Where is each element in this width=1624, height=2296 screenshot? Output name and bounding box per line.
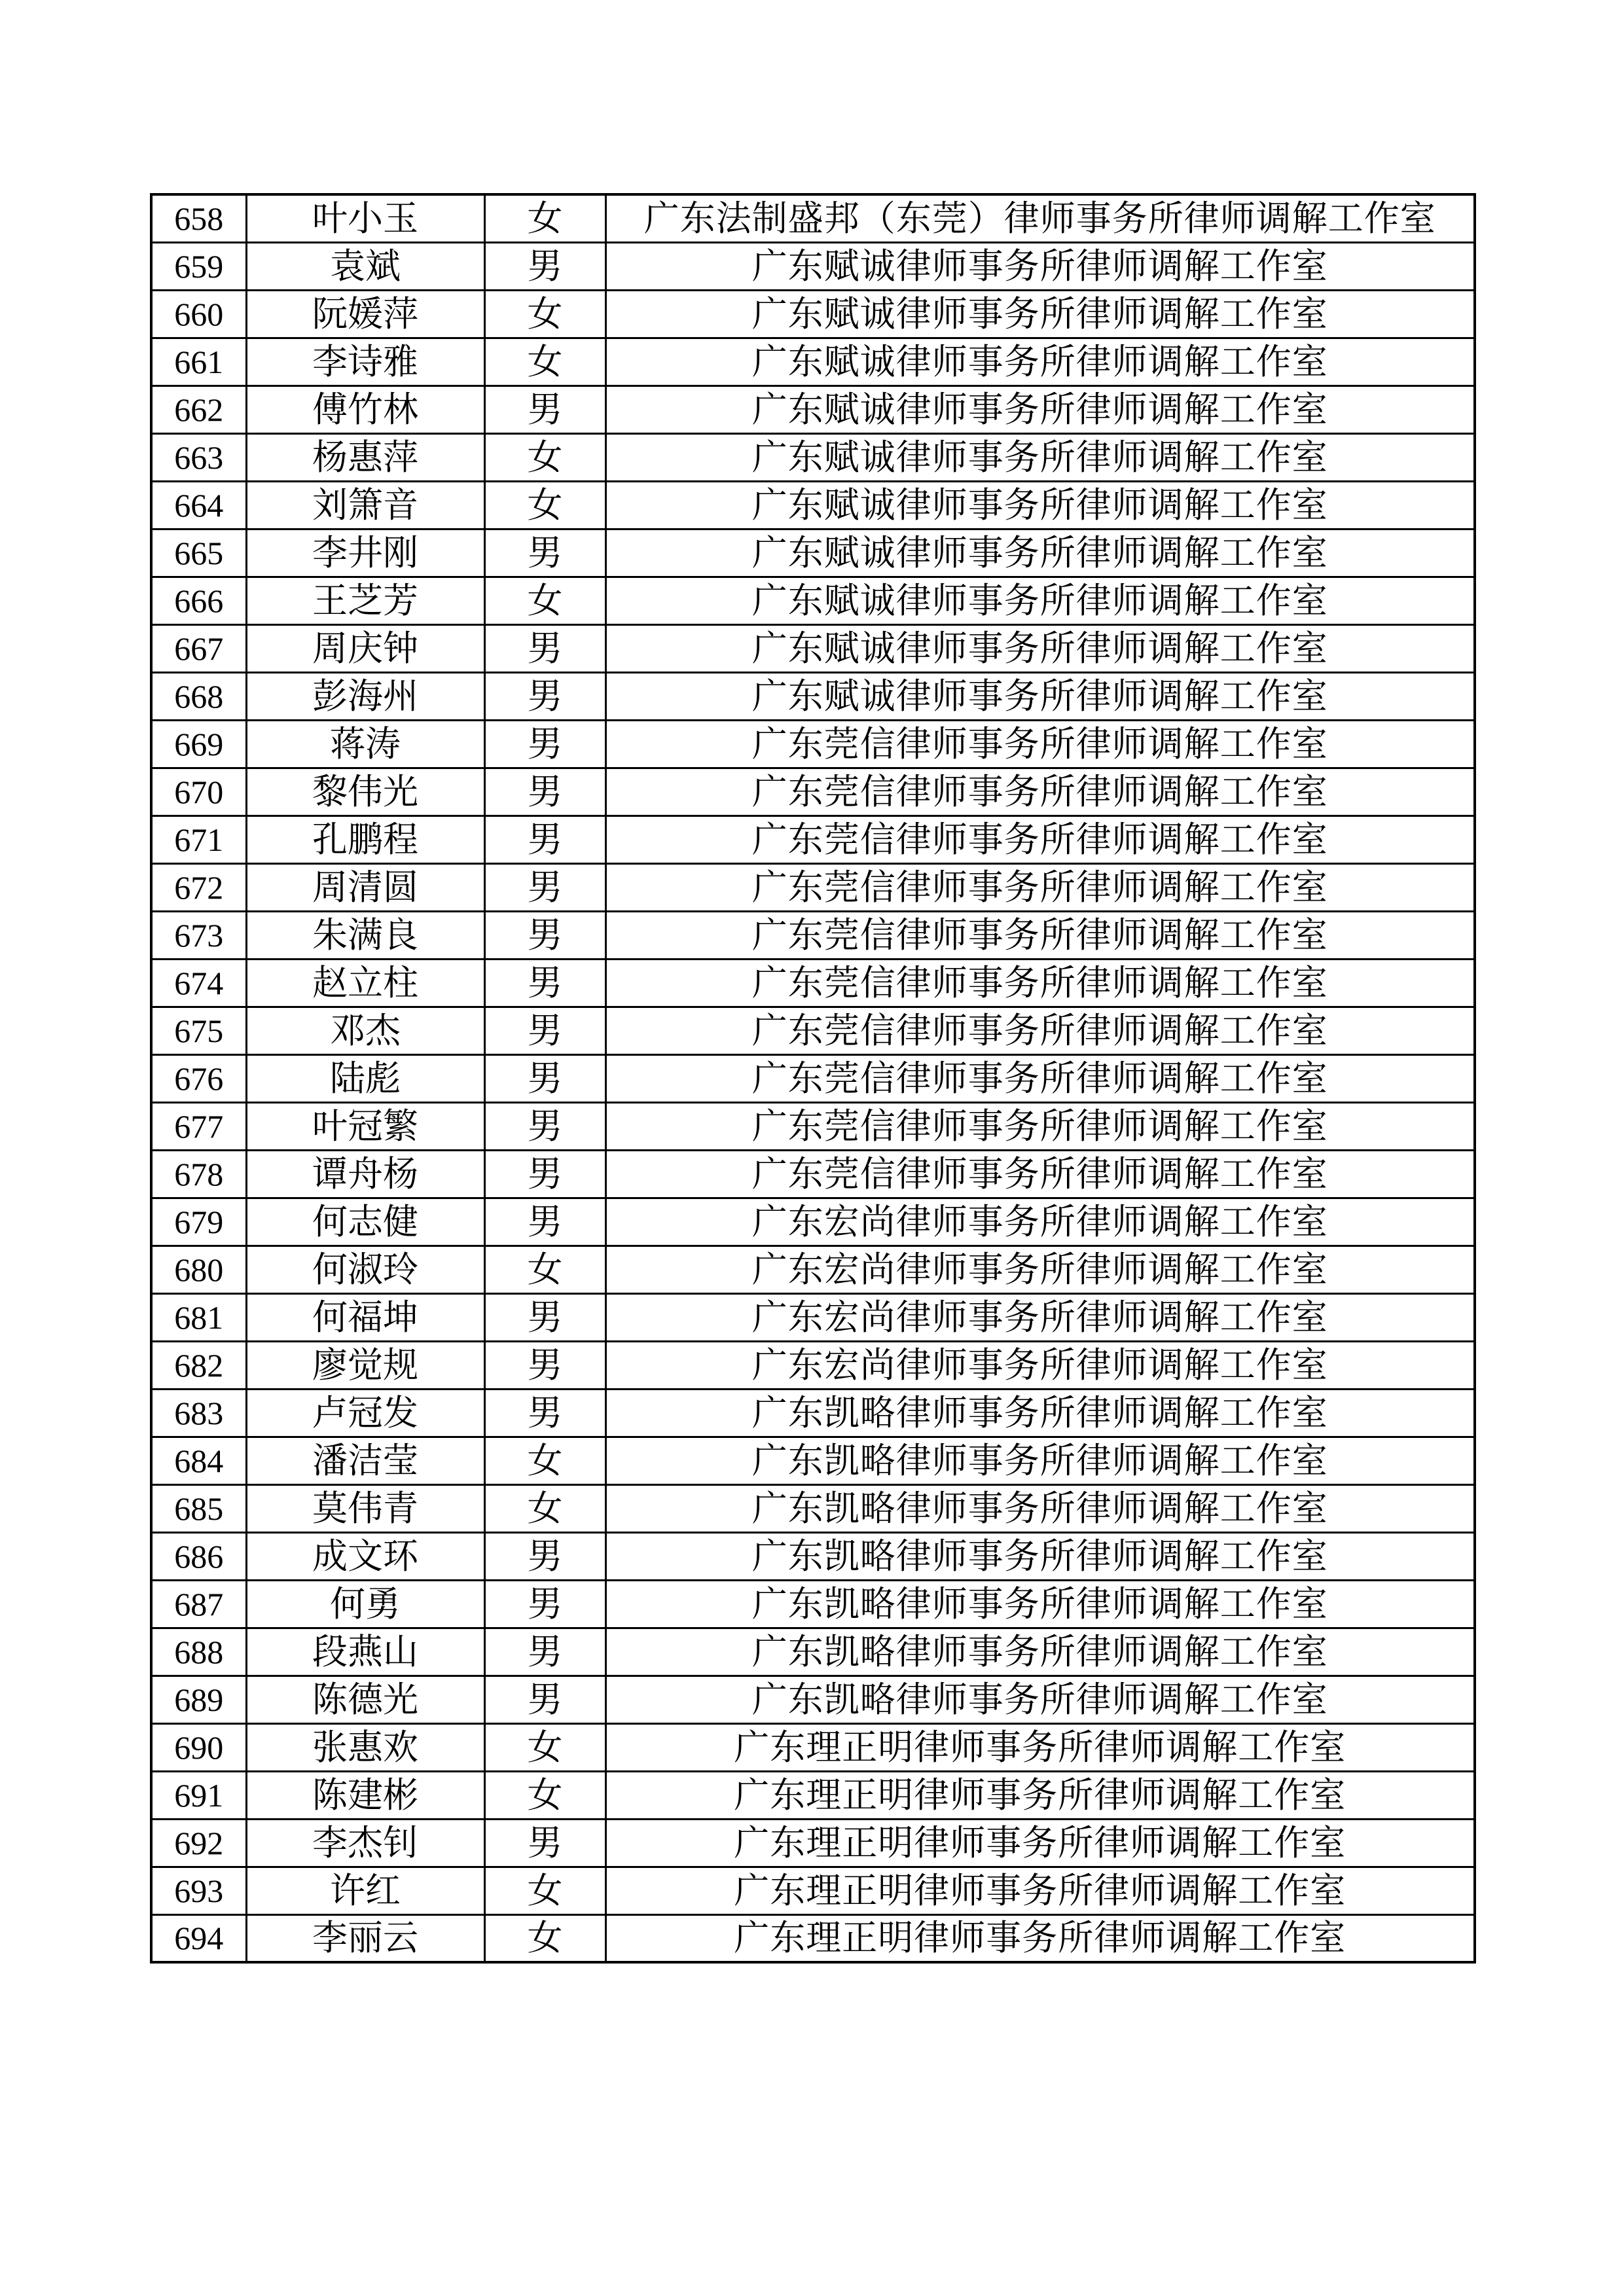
person-name-cell: 陆彪 [246,1054,484,1102]
gender-cell: 男 [484,1007,605,1054]
table-row [151,959,1475,1007]
roster-table-body [151,194,1475,1962]
mediation-office-cell: 广东赋诚律师事务所律师调解工作室 [605,481,1475,529]
mediation-office-cell: 广东赋诚律师事务所律师调解工作室 [605,290,1475,338]
mediation-office-cell: 广东赋诚律师事务所律师调解工作室 [605,338,1475,386]
gender-cell: 男 [484,1293,605,1341]
person-name-cell: 叶冠繁 [246,1102,484,1150]
gender-cell: 男 [484,529,605,577]
table-row [151,338,1475,386]
gender-cell: 男 [484,1341,605,1389]
gender-cell: 女 [484,1771,605,1819]
person-name-cell: 李杰钊 [246,1819,484,1867]
row-number-cell: 683 [151,1389,246,1437]
person-name-cell: 何淑玲 [246,1246,484,1293]
row-number-cell: 685 [151,1484,246,1532]
row-number-cell: 661 [151,338,246,386]
mediation-office-cell: 广东莞信律师事务所律师调解工作室 [605,959,1475,1007]
person-name-cell: 张惠欢 [246,1723,484,1771]
table-row [151,1532,1475,1580]
row-number-cell: 667 [151,624,246,672]
person-name-cell: 周庆钟 [246,624,484,672]
gender-cell: 男 [484,1150,605,1198]
mediation-office-cell: 广东莞信律师事务所律师调解工作室 [605,1102,1475,1150]
row-number-cell: 660 [151,290,246,338]
person-name-cell: 阮媛萍 [246,290,484,338]
mediation-office-cell: 广东莞信律师事务所律师调解工作室 [605,1150,1475,1198]
mediation-office-cell: 广东宏尚律师事务所律师调解工作室 [605,1246,1475,1293]
table-row [151,1246,1475,1293]
table-row [151,672,1475,720]
person-name-cell: 叶小玉 [246,194,484,242]
row-number-cell: 662 [151,386,246,433]
mediation-office-cell: 广东赋诚律师事务所律师调解工作室 [605,529,1475,577]
mediation-office-cell: 广东赋诚律师事务所律师调解工作室 [605,577,1475,624]
mediator-roster-table [150,193,1476,1964]
row-number-cell: 671 [151,816,246,863]
person-name-cell: 王芝芳 [246,577,484,624]
gender-cell: 男 [484,1532,605,1580]
table-row [151,1484,1475,1532]
mediation-office-cell: 广东赋诚律师事务所律师调解工作室 [605,242,1475,290]
mediation-office-cell: 广东宏尚律师事务所律师调解工作室 [605,1341,1475,1389]
row-number-cell: 686 [151,1532,246,1580]
row-number-cell: 677 [151,1102,246,1150]
table-row [151,529,1475,577]
row-number-cell: 691 [151,1771,246,1819]
row-number-cell: 694 [151,1914,246,1962]
person-name-cell: 袁斌 [246,242,484,290]
person-name-cell: 陈建彬 [246,1771,484,1819]
person-name-cell: 卢冠发 [246,1389,484,1437]
mediation-office-cell: 广东莞信律师事务所律师调解工作室 [605,816,1475,863]
mediation-office-cell: 广东理正明律师事务所律师调解工作室 [605,1867,1475,1914]
row-number-cell: 682 [151,1341,246,1389]
gender-cell: 女 [484,1867,605,1914]
gender-cell: 男 [484,1389,605,1437]
table-row [151,1150,1475,1198]
gender-cell: 男 [484,911,605,959]
mediation-office-cell: 广东赋诚律师事务所律师调解工作室 [605,433,1475,481]
row-number-cell: 681 [151,1293,246,1341]
mediation-office-cell: 广东莞信律师事务所律师调解工作室 [605,1054,1475,1102]
gender-cell: 男 [484,624,605,672]
table-row [151,1676,1475,1723]
person-name-cell: 何志健 [246,1198,484,1246]
gender-cell: 女 [484,1723,605,1771]
table-row [151,1389,1475,1437]
table-row [151,624,1475,672]
row-number-cell: 679 [151,1198,246,1246]
person-name-cell: 潘洁莹 [246,1437,484,1484]
row-number-cell: 688 [151,1628,246,1676]
table-row [151,863,1475,911]
person-name-cell: 段燕山 [246,1628,484,1676]
mediation-office-cell: 广东凯略律师事务所律师调解工作室 [605,1676,1475,1723]
table-row [151,1580,1475,1628]
person-name-cell: 刘箫音 [246,481,484,529]
table-row [151,1054,1475,1102]
table-row [151,1437,1475,1484]
mediation-office-cell: 广东凯略律师事务所律师调解工作室 [605,1628,1475,1676]
mediation-office-cell: 广东理正明律师事务所律师调解工作室 [605,1914,1475,1962]
person-name-cell: 傅竹林 [246,386,484,433]
row-number-cell: 672 [151,863,246,911]
person-name-cell: 何福坤 [246,1293,484,1341]
row-number-cell: 658 [151,194,246,242]
mediation-office-cell: 广东凯略律师事务所律师调解工作室 [605,1389,1475,1437]
gender-cell: 男 [484,1054,605,1102]
row-number-cell: 659 [151,242,246,290]
gender-cell: 女 [484,338,605,386]
row-number-cell: 664 [151,481,246,529]
gender-cell: 男 [484,1580,605,1628]
mediation-office-cell: 广东理正明律师事务所律师调解工作室 [605,1819,1475,1867]
person-name-cell: 许红 [246,1867,484,1914]
table-row [151,1914,1475,1962]
gender-cell: 男 [484,863,605,911]
person-name-cell: 彭海州 [246,672,484,720]
mediation-office-cell: 广东凯略律师事务所律师调解工作室 [605,1580,1475,1628]
row-number-cell: 689 [151,1676,246,1723]
gender-cell: 男 [484,1102,605,1150]
person-name-cell: 陈德光 [246,1676,484,1723]
table-row [151,1628,1475,1676]
table-row [151,768,1475,816]
row-number-cell: 680 [151,1246,246,1293]
table-row [151,1293,1475,1341]
mediation-office-cell: 广东凯略律师事务所律师调解工作室 [605,1437,1475,1484]
table-row [151,720,1475,768]
row-number-cell: 675 [151,1007,246,1054]
gender-cell: 男 [484,1198,605,1246]
table-row [151,1198,1475,1246]
person-name-cell: 李诗雅 [246,338,484,386]
person-name-cell: 谭舟杨 [246,1150,484,1198]
table-row [151,290,1475,338]
gender-cell: 女 [484,577,605,624]
person-name-cell: 成文环 [246,1532,484,1580]
row-number-cell: 673 [151,911,246,959]
mediation-office-cell: 广东理正明律师事务所律师调解工作室 [605,1723,1475,1771]
gender-cell: 男 [484,1819,605,1867]
row-number-cell: 678 [151,1150,246,1198]
table-row [151,194,1475,242]
gender-cell: 男 [484,386,605,433]
gender-cell: 女 [484,1484,605,1532]
mediation-office-cell: 广东宏尚律师事务所律师调解工作室 [605,1293,1475,1341]
gender-cell: 男 [484,672,605,720]
table-row [151,481,1475,529]
person-name-cell: 黎伟光 [246,768,484,816]
table-row [151,1723,1475,1771]
row-number-cell: 670 [151,768,246,816]
person-name-cell: 莫伟青 [246,1484,484,1532]
mediation-office-cell: 广东赋诚律师事务所律师调解工作室 [605,386,1475,433]
row-number-cell: 693 [151,1867,246,1914]
mediation-office-cell: 广东莞信律师事务所律师调解工作室 [605,768,1475,816]
person-name-cell: 朱满良 [246,911,484,959]
gender-cell: 女 [484,290,605,338]
mediation-office-cell: 广东凯略律师事务所律师调解工作室 [605,1484,1475,1532]
row-number-cell: 669 [151,720,246,768]
gender-cell: 女 [484,481,605,529]
table-row [151,1007,1475,1054]
mediation-office-cell: 广东莞信律师事务所律师调解工作室 [605,1007,1475,1054]
mediation-office-cell: 广东赋诚律师事务所律师调解工作室 [605,672,1475,720]
gender-cell: 男 [484,1676,605,1723]
row-number-cell: 665 [151,529,246,577]
table-row [151,433,1475,481]
mediation-office-cell: 广东宏尚律师事务所律师调解工作室 [605,1198,1475,1246]
gender-cell: 男 [484,959,605,1007]
person-name-cell: 廖觉规 [246,1341,484,1389]
mediation-office-cell: 广东凯略律师事务所律师调解工作室 [605,1532,1475,1580]
gender-cell: 男 [484,768,605,816]
mediation-office-cell: 广东莞信律师事务所律师调解工作室 [605,720,1475,768]
row-number-cell: 692 [151,1819,246,1867]
gender-cell: 女 [484,433,605,481]
gender-cell: 女 [484,194,605,242]
gender-cell: 女 [484,1246,605,1293]
person-name-cell: 蒋涛 [246,720,484,768]
row-number-cell: 684 [151,1437,246,1484]
row-number-cell: 690 [151,1723,246,1771]
table-row [151,242,1475,290]
gender-cell: 女 [484,1914,605,1962]
table-row [151,1341,1475,1389]
gender-cell: 男 [484,720,605,768]
row-number-cell: 674 [151,959,246,1007]
person-name-cell: 何勇 [246,1580,484,1628]
mediation-office-cell: 广东法制盛邦（东莞）律师事务所律师调解工作室 [605,194,1475,242]
row-number-cell: 687 [151,1580,246,1628]
table-row [151,816,1475,863]
gender-cell: 男 [484,242,605,290]
gender-cell: 女 [484,1437,605,1484]
table-row [151,911,1475,959]
person-name-cell: 李井刚 [246,529,484,577]
row-number-cell: 676 [151,1054,246,1102]
person-name-cell: 李丽云 [246,1914,484,1962]
row-number-cell: 668 [151,672,246,720]
person-name-cell: 杨惠萍 [246,433,484,481]
table-row [151,1819,1475,1867]
gender-cell: 男 [484,816,605,863]
mediation-office-cell: 广东莞信律师事务所律师调解工作室 [605,863,1475,911]
table-row [151,577,1475,624]
person-name-cell: 赵立柱 [246,959,484,1007]
table-row [151,1867,1475,1914]
person-name-cell: 周清圆 [246,863,484,911]
mediation-office-cell: 广东赋诚律师事务所律师调解工作室 [605,624,1475,672]
table-row [151,1102,1475,1150]
row-number-cell: 663 [151,433,246,481]
gender-cell: 男 [484,1628,605,1676]
table-row [151,1771,1475,1819]
person-name-cell: 邓杰 [246,1007,484,1054]
person-name-cell: 孔鹏程 [246,816,484,863]
mediation-office-cell: 广东理正明律师事务所律师调解工作室 [605,1771,1475,1819]
mediation-office-cell: 广东莞信律师事务所律师调解工作室 [605,911,1475,959]
table-row [151,386,1475,433]
row-number-cell: 666 [151,577,246,624]
